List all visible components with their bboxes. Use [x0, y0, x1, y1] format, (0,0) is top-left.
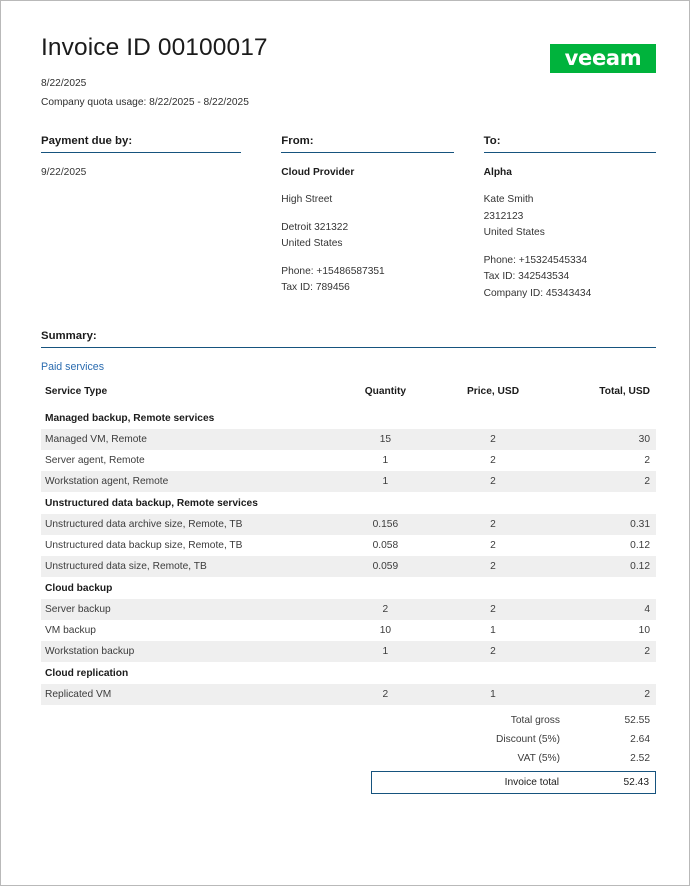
to-postal-code: 2312123	[483, 210, 524, 222]
table-group-header-row	[41, 407, 656, 429]
totals-section	[41, 711, 656, 794]
cell-service: VM backup	[41, 620, 330, 641]
cell-service: Unstructured data size, Remote, TB	[41, 556, 330, 577]
table-group-header-row	[41, 577, 656, 599]
payment-due-column	[41, 135, 241, 303]
total-label: Discount (5%)	[496, 734, 560, 746]
cell-price: 2	[441, 514, 546, 535]
table-row	[41, 684, 656, 705]
to-column	[484, 135, 656, 303]
cell-service: Workstation agent, Remote	[41, 471, 330, 492]
cell-service: Server agent, Remote	[41, 450, 330, 471]
cell-quantity: 0.156	[330, 514, 441, 535]
cell-price: 1	[441, 620, 546, 641]
column-header-price: Price, USD	[466, 386, 520, 398]
to-tax-id: Tax ID: 342543534	[483, 271, 570, 283]
table-group-header-label: Cloud backup	[41, 577, 656, 599]
from-country: United States	[281, 238, 343, 250]
to-org-name: Alpha	[483, 166, 512, 178]
total-label: Total gross	[510, 715, 560, 727]
total-label: Invoice total	[504, 777, 559, 789]
total-row	[371, 711, 656, 730]
total-value: 52.43	[623, 777, 649, 789]
invoice-header	[41, 35, 656, 111]
table-row	[41, 599, 656, 620]
paid-services-label: Paid services	[41, 361, 104, 374]
from-city: Detroit 321322	[281, 221, 349, 233]
to-address	[484, 192, 656, 242]
column-header-total: Total, USD	[599, 386, 650, 398]
table-group-header-label: Cloud replication	[41, 662, 656, 684]
column-header-quantity: Quantity	[364, 386, 407, 398]
from-tax-id: Tax ID: 789456	[281, 282, 350, 294]
from-contact-details	[281, 264, 453, 297]
cell-quantity: 2	[330, 684, 441, 705]
table-row	[41, 641, 656, 662]
cell-total: 0.31	[545, 514, 656, 535]
table-row	[41, 450, 656, 471]
table-row	[41, 514, 656, 535]
cell-quantity: 2	[330, 599, 441, 620]
total-value: 52.55	[624, 715, 650, 727]
cell-price: 2	[441, 535, 546, 556]
cell-service: Workstation backup	[41, 641, 330, 662]
table-row	[41, 620, 656, 641]
cell-quantity: 15	[330, 429, 441, 450]
cell-total: 30	[545, 429, 656, 450]
from-column	[281, 135, 453, 303]
from-heading: From:	[281, 135, 453, 153]
cell-total: 4	[545, 599, 656, 620]
table-group-header-label: Managed backup, Remote services	[41, 407, 656, 429]
cell-quantity: 10	[330, 620, 441, 641]
cell-price: 2	[441, 450, 546, 471]
party-columns	[41, 135, 656, 303]
logo-wordmark: veeam	[564, 46, 642, 70]
cell-quantity: 0.059	[330, 556, 441, 577]
cell-total: 2	[545, 450, 656, 471]
cell-total: 2	[545, 471, 656, 492]
veeam-logo	[550, 44, 656, 73]
table-group-header-row	[41, 492, 656, 514]
to-contact-details	[484, 253, 656, 303]
to-company-id: Company ID: 45343434	[483, 287, 592, 299]
total-value: 2.52	[630, 753, 650, 765]
to-body	[484, 153, 656, 303]
table-group-header-row	[41, 662, 656, 684]
cell-service: Managed VM, Remote	[41, 429, 330, 450]
total-label: VAT (5%)	[517, 753, 560, 765]
cell-service: Server backup	[41, 599, 330, 620]
total-row	[371, 730, 656, 749]
issue-date: 8/22/2025	[41, 77, 87, 89]
cell-service: Unstructured data backup size, Remote, TB	[41, 535, 330, 556]
cell-price: 2	[441, 471, 546, 492]
cell-price: 1	[441, 684, 546, 705]
to-phone: Phone: +15324545334	[483, 254, 588, 266]
invoice-sheet	[41, 35, 656, 794]
services-table	[41, 383, 656, 705]
services-table-body	[41, 407, 656, 705]
table-row	[41, 471, 656, 492]
to-heading: To:	[484, 135, 656, 153]
from-address	[281, 192, 453, 209]
table-header-row	[41, 383, 656, 407]
cell-total: 2	[545, 641, 656, 662]
cell-price: 2	[441, 556, 546, 577]
invoice-total-row	[371, 771, 656, 794]
cell-price: 2	[441, 641, 546, 662]
cell-service: Replicated VM	[41, 684, 330, 705]
from-street: High Street	[281, 194, 333, 206]
payment-due-heading: Payment due by:	[41, 135, 241, 153]
page-title: Invoice ID 00100017	[41, 34, 268, 61]
from-org-name: Cloud Provider	[281, 166, 355, 178]
to-country: United States	[483, 227, 545, 239]
services-table-head	[41, 383, 656, 407]
table-row	[41, 429, 656, 450]
totals-list	[371, 711, 656, 794]
total-value: 2.64	[630, 734, 650, 746]
table-group-header-label: Unstructured data backup, Remote services	[41, 492, 656, 514]
cell-total: 0.12	[545, 535, 656, 556]
cell-quantity: 1	[330, 450, 441, 471]
from-phone: Phone: +15486587351	[281, 265, 385, 277]
quota-usage-text: Company quota usage: 8/22/2025 - 8/22/2025	[41, 97, 249, 109]
cell-price: 2	[441, 429, 546, 450]
cell-quantity: 0.058	[330, 535, 441, 556]
table-row	[41, 535, 656, 556]
cell-total: 10	[545, 620, 656, 641]
cell-total: 2	[545, 684, 656, 705]
table-row	[41, 556, 656, 577]
from-locality	[281, 220, 453, 253]
cell-total: 0.12	[545, 556, 656, 577]
cell-quantity: 1	[330, 641, 441, 662]
summary-heading: Summary:	[41, 330, 656, 348]
cell-quantity: 1	[330, 471, 441, 492]
total-row	[371, 749, 656, 768]
from-body	[281, 153, 453, 297]
cell-price: 2	[441, 599, 546, 620]
to-contact-name: Kate Smith	[483, 194, 534, 206]
payment-due-body	[41, 153, 241, 182]
payment-due-date: 9/22/2025	[41, 166, 87, 178]
cell-service: Unstructured data archive size, Remote, TB	[41, 514, 330, 535]
column-header-service: Service Type	[45, 386, 108, 398]
